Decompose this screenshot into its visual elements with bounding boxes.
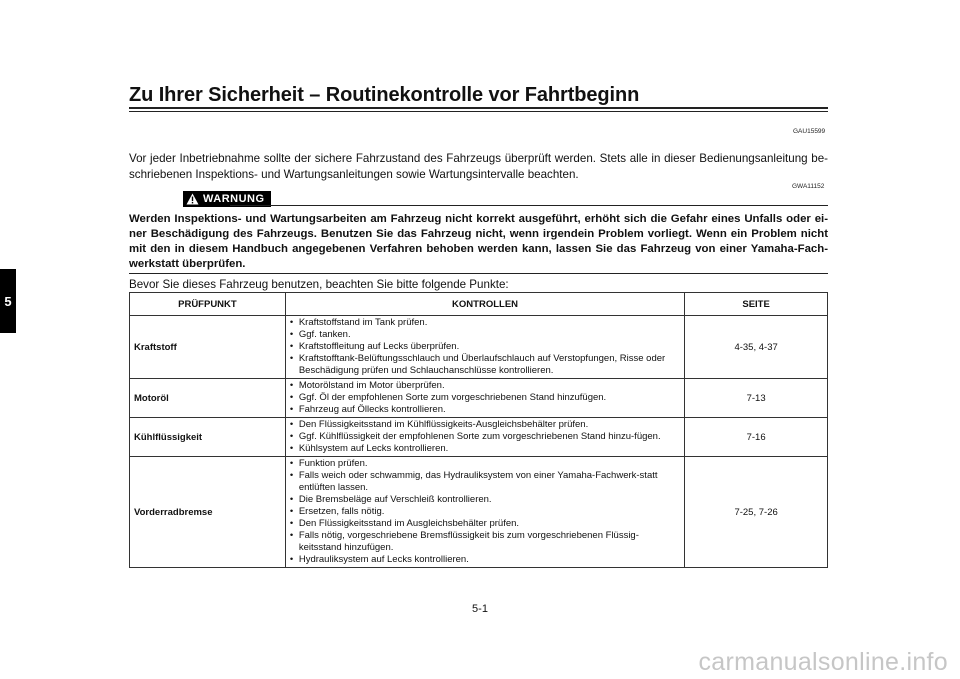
check-item: • Funktion prüfen. <box>290 458 680 470</box>
warning-code: GWA11152 <box>792 183 825 190</box>
check-item: • Den Flüssigkeitsstand im Kühlflüssigkeits-Ausgleichsbehälter prüfen. <box>290 419 680 431</box>
check-item: • Motorölstand im Motor überprüfen. <box>290 380 680 392</box>
row-checks <box>285 457 684 568</box>
row-page: 7-25, 7-26 <box>685 457 828 568</box>
row-point: Kühlflüssigkeit <box>130 418 286 457</box>
check-item: • Ersetzen, falls nötig. <box>290 506 680 518</box>
table-row <box>130 316 828 379</box>
check-item: • Kraftstoffstand im Tank prüfen. <box>290 317 680 329</box>
title-rule-thin <box>129 111 828 112</box>
check-item: • Falls weich oder schwammig, das Hydrauliksystem von einer Yamaha-Fachwerk-statt entlüften lassen. <box>290 470 680 494</box>
check-item: • Ggf. Öl der empfohlenen Sorte zum vorgeschriebenen Stand hinzufügen. <box>290 392 680 404</box>
warning-text: Werden Inspektions- und Wartungsarbeiten am Fahrzeug nicht korrekt ausgeführt, erhöht sich die Gefahr eines Unfalls oder ei-ner Beschädigung des Fahrzeugs. Benutzen Sie das Fahrzeug nicht, wenn irgendein Problem vorliegt. Wenn ein Problem nicht mit den in diesem Handbuch angegebenen Verfahren behoben werden kann, lassen Sie das Fahrzeug von einer Yamaha-Fach-werkstatt überprüfen. <box>129 213 828 270</box>
row-checks <box>285 316 684 379</box>
warning-rule <box>230 205 828 206</box>
header-checks: KONTROLLEN <box>285 293 684 316</box>
intro-paragraph: Vor jeder Inbetriebnahme sollte der sichere Fahrzustand des Fahrzeugs überprüft werden. Stets alle in dieser Bedienungsanleitung be-schriebenen Inspektions- und Wartungsanleitungen sowie Wartungsintervalle beachten. <box>129 152 828 181</box>
check-item: • Fahrzeug auf Öllecks kontrollieren. <box>290 404 680 416</box>
table-row <box>130 457 828 568</box>
header-point: PRÜFPUNKT <box>130 293 286 316</box>
check-item: • Hydrauliksystem auf Lecks kontrollieren. <box>290 554 680 566</box>
check-item: • Kühlsystem auf Lecks kontrollieren. <box>290 443 680 455</box>
page-title: Zu Ihrer Sicherheit – Routinekontrolle vor Fahrtbeginn <box>129 84 640 106</box>
check-item: • Kraftstofftank-Belüftungsschlauch und Überlaufschlauch auf Verstopfungen, Risse oder Beschädigung prüfen und Schlauchanschlüsse kontrollieren. <box>290 353 680 377</box>
row-point: Vorderradbremse <box>130 457 286 568</box>
table-row <box>130 379 828 418</box>
page-number: 5-1 <box>472 603 488 615</box>
inspection-table <box>129 292 828 568</box>
row-page: 4-35, 4-37 <box>685 316 828 379</box>
row-page: 7-16 <box>685 418 828 457</box>
title-rule <box>129 107 828 109</box>
check-item: • Falls nötig, vorgeschriebene Bremsflüssigkeit bis zum vorgeschriebenen Flüssig-keitsstand hinzufügen. <box>290 530 680 554</box>
check-item: • Ggf. tanken. <box>290 329 680 341</box>
row-point: Motoröl <box>130 379 286 418</box>
chapter-number: 5 <box>4 293 12 309</box>
row-point: Kraftstoff <box>130 316 286 379</box>
check-item: • Die Bremsbeläge auf Verschleiß kontrollieren. <box>290 494 680 506</box>
row-checks <box>285 379 684 418</box>
warning-triangle-icon <box>186 193 199 205</box>
chapter-tab <box>0 269 16 333</box>
header-page: SEITE <box>685 293 828 316</box>
table-intro: Bevor Sie dieses Fahrzeug benutzen, beachten Sie bitte folgende Punkte: <box>129 278 509 291</box>
check-item: • Ggf. Kühlflüssigkeit der empfohlenen Sorte zum vorgeschriebenen Stand hinzu-fügen. <box>290 431 680 443</box>
check-item: • Kraftstoffleitung auf Lecks überprüfen. <box>290 341 680 353</box>
warning-label: WARNUNG <box>203 193 265 205</box>
row-checks <box>285 418 684 457</box>
section-code: GAU15599 <box>793 128 826 135</box>
table-header-row <box>130 293 828 316</box>
check-item: • Den Flüssigkeitsstand im Ausgleichsbehälter prüfen. <box>290 518 680 530</box>
table-row <box>130 418 828 457</box>
watermark: carmanualsonline.info <box>698 648 948 676</box>
row-page: 7-13 <box>685 379 828 418</box>
warning-end-rule <box>129 273 828 274</box>
